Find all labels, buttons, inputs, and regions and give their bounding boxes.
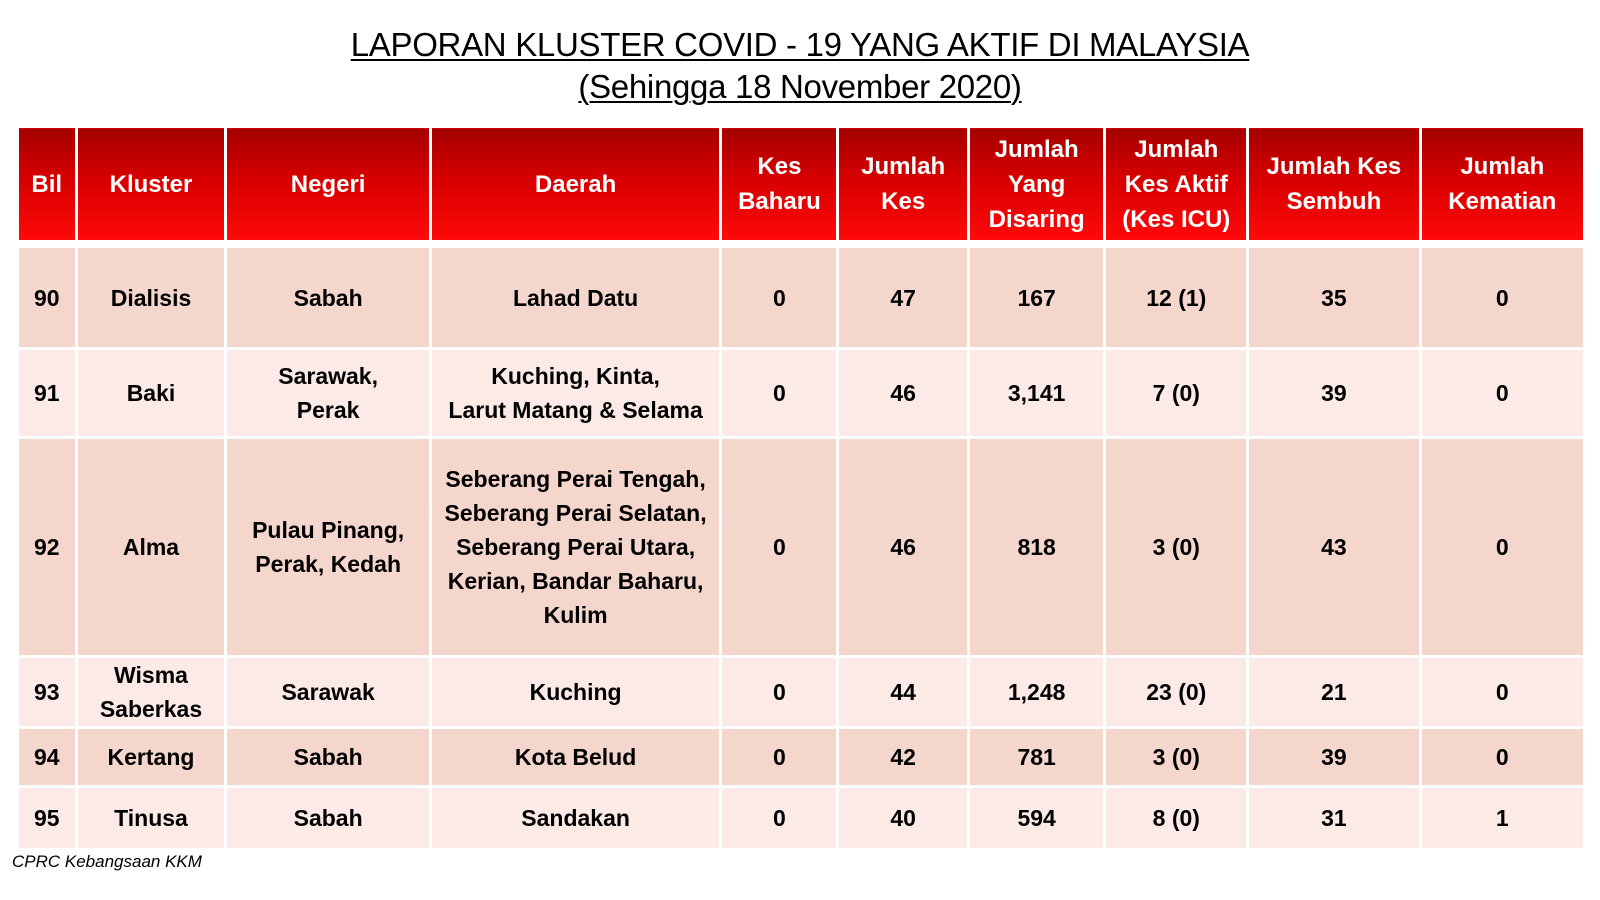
- header-daerah: [430, 127, 721, 242]
- header-kes-baharu-line-2: Baharu: [738, 188, 821, 215]
- cell-daerah-line: Seberang Perai Utara,: [456, 534, 696, 560]
- cell-kematian: 0: [1420, 438, 1584, 657]
- cell-kluster-line: Baki: [126, 380, 176, 406]
- header-kematian-line-2: Kematian: [1448, 188, 1557, 215]
- header-kluster-line: Kluster: [109, 170, 193, 198]
- cell-kes-aktif: 23 (0): [1105, 657, 1248, 728]
- cell-kematian: 0: [1420, 247, 1584, 349]
- header-negeri-line: Negeri: [290, 170, 366, 198]
- header-bil-line: Bil: [31, 170, 63, 198]
- cell-negeri: [226, 247, 430, 349]
- cell-bil: 91: [18, 349, 77, 438]
- cell-daerah-line: Kuching, Kinta,: [491, 363, 660, 389]
- header-negeri: [226, 127, 430, 242]
- report-title: [0, 24, 1600, 108]
- cell-negeri-line: Sabah: [293, 284, 363, 311]
- header-kes-aktif: [1105, 127, 1248, 242]
- cell-kematian: 0: [1420, 657, 1584, 728]
- cell-negeri: [226, 787, 430, 850]
- header-kematian: [1420, 127, 1584, 242]
- cell-negeri-line: Sabah: [293, 744, 363, 770]
- cell-negeri-line: Pulau Pinang,: [252, 517, 405, 543]
- cell-jumlah-disaring: 818: [968, 438, 1105, 657]
- header-jumlah-disaring: [968, 127, 1105, 242]
- table-row: [18, 247, 1585, 349]
- table-row: [18, 438, 1585, 657]
- table-row: [18, 728, 1585, 787]
- cell-bil: 95: [18, 787, 77, 850]
- header-kes-aktif-line-3: (Kes ICU): [1122, 205, 1231, 233]
- cell-kes-sembuh: 43: [1248, 438, 1421, 657]
- cell-daerah: [430, 438, 721, 657]
- cluster-table: [16, 125, 1586, 851]
- cell-kes-baharu: 0: [721, 247, 838, 349]
- title-line-1: LAPORAN KLUSTER COVID - 19 YANG AKTIF DI MALAYSIA: [350, 26, 1250, 63]
- table-row: [18, 349, 1585, 438]
- cell-kes-sembuh: 39: [1248, 349, 1421, 438]
- cell-kes-aktif: 3 (0): [1105, 728, 1248, 787]
- cell-kluster: [76, 438, 226, 657]
- cell-kluster-line: Kertang: [107, 744, 195, 770]
- header-kes-aktif-line-1: Jumlah: [1134, 135, 1219, 163]
- cell-daerah: [430, 728, 721, 787]
- cell-jumlah-kes: 46: [838, 438, 968, 657]
- cell-kes-baharu: 0: [721, 438, 838, 657]
- cell-kes-baharu: 0: [721, 657, 838, 728]
- header-jumlah-disaring-line-1: Jumlah: [994, 135, 1079, 163]
- header-jumlah-kes-line-1: Jumlah: [861, 153, 946, 180]
- cell-kluster-line: Dialisis: [110, 284, 192, 311]
- cell-kes-aktif: 3 (0): [1105, 438, 1248, 657]
- cell-daerah-line: Kerian, Bandar Baharu,: [447, 568, 704, 594]
- header-bil: [18, 127, 77, 242]
- header-kes-baharu-line-1: Kes: [757, 153, 802, 180]
- cell-jumlah-disaring: 1,248: [968, 657, 1105, 728]
- cell-jumlah-disaring: 167: [968, 247, 1105, 349]
- title-line-2: (Sehingga 18 November 2020): [578, 68, 1022, 105]
- cell-bil: 94: [18, 728, 77, 787]
- cell-daerah-line: Larut Matang & Selama: [448, 397, 703, 423]
- cell-kes-sembuh: 31: [1248, 787, 1421, 850]
- cell-kluster: [76, 657, 226, 728]
- cell-kluster-line: Wisma: [114, 662, 188, 688]
- cell-bil: 90: [18, 247, 77, 349]
- cell-jumlah-kes: 47: [838, 247, 968, 349]
- cell-jumlah-kes: 46: [838, 349, 968, 438]
- cell-kluster: [76, 247, 226, 349]
- cell-kes-sembuh: 35: [1248, 247, 1421, 349]
- table-header-row: [18, 127, 1585, 242]
- cell-jumlah-disaring: 594: [968, 787, 1105, 850]
- cell-kluster: [76, 349, 226, 438]
- header-jumlah-disaring-line-3: Disaring: [988, 205, 1085, 233]
- header-daerah-line: Daerah: [534, 170, 617, 198]
- cell-daerah: [430, 657, 721, 728]
- cell-daerah-line: Kuching: [529, 679, 622, 705]
- cell-kluster: [76, 728, 226, 787]
- cell-kluster-line: Saberkas: [99, 696, 203, 722]
- table-row: [18, 787, 1585, 850]
- cell-negeri-line: Sarawak,: [278, 363, 378, 389]
- cell-daerah-line: Seberang Perai Tengah,: [445, 466, 706, 492]
- cell-negeri-line: Perak, Kedah: [255, 551, 401, 577]
- cell-kes-baharu: 0: [721, 349, 838, 438]
- cell-jumlah-disaring: 781: [968, 728, 1105, 787]
- cell-kluster-line: Tinusa: [114, 805, 188, 831]
- header-kes-aktif-line-2: Kes Aktif: [1124, 170, 1228, 198]
- cell-negeri: [226, 657, 430, 728]
- cell-kes-sembuh: 21: [1248, 657, 1421, 728]
- cell-kes-baharu: 0: [721, 728, 838, 787]
- cell-jumlah-kes: 40: [838, 787, 968, 850]
- cell-negeri-line: Sabah: [293, 805, 363, 831]
- cell-kluster-line: Alma: [122, 534, 180, 560]
- header-jumlah-disaring-line-2: Yang: [1007, 170, 1066, 198]
- header-kes-sembuh-line-1: Jumlah Kes: [1266, 153, 1402, 180]
- cell-daerah-line: Sandakan: [521, 805, 630, 831]
- cell-kes-aktif: 7 (0): [1105, 349, 1248, 438]
- cell-daerah-line: Seberang Perai Selatan,: [444, 500, 707, 526]
- header-kes-baharu: [721, 127, 838, 242]
- cell-kes-baharu: 0: [721, 787, 838, 850]
- header-kematian-line-1: Jumlah: [1460, 153, 1545, 180]
- cell-kematian: 1: [1420, 787, 1584, 850]
- cell-kes-aktif: 12 (1): [1105, 247, 1248, 349]
- cell-negeri-line: Sarawak: [281, 679, 375, 705]
- header-kluster: [76, 127, 226, 242]
- cell-negeri: [226, 728, 430, 787]
- cell-negeri: [226, 349, 430, 438]
- cell-daerah: [430, 787, 721, 850]
- cell-daerah: [430, 349, 721, 438]
- header-jumlah-kes: [838, 127, 968, 242]
- cell-kluster: [76, 787, 226, 850]
- cell-jumlah-disaring: 3,141: [968, 349, 1105, 438]
- cell-jumlah-kes: 44: [838, 657, 968, 728]
- cell-daerah-line: Lahad Datu: [512, 284, 639, 311]
- cell-kematian: 0: [1420, 728, 1584, 787]
- header-kes-sembuh-line-2: Sembuh: [1286, 188, 1382, 215]
- table-row: [18, 657, 1585, 728]
- source-footer: CPRC Kebangsaan KKM: [12, 852, 202, 871]
- header-jumlah-kes-line-2: Kes: [881, 188, 926, 215]
- cell-kes-aktif: 8 (0): [1105, 787, 1248, 850]
- cell-kes-sembuh: 39: [1248, 728, 1421, 787]
- cell-negeri-line: Perak: [296, 397, 360, 423]
- cell-negeri: [226, 438, 430, 657]
- cell-bil: 92: [18, 438, 77, 657]
- cell-daerah-line: Kulim: [543, 602, 608, 628]
- cell-jumlah-kes: 42: [838, 728, 968, 787]
- cell-bil: 93: [18, 657, 77, 728]
- cell-kematian: 0: [1420, 349, 1584, 438]
- header-kes-sembuh: [1248, 127, 1421, 242]
- cell-daerah: [430, 247, 721, 349]
- cell-daerah-line: Kota Belud: [514, 744, 637, 770]
